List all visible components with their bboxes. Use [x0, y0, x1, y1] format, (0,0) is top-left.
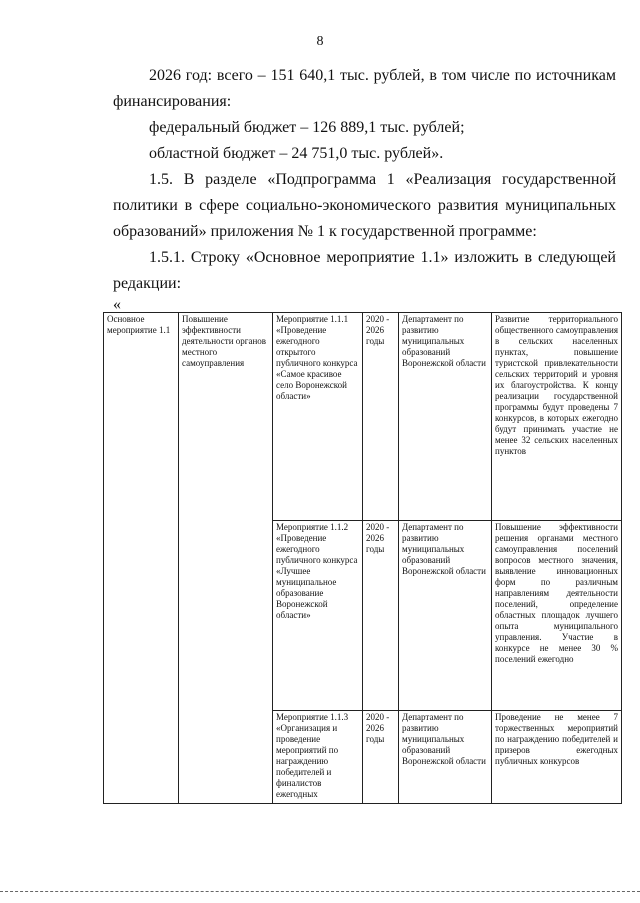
result-cell	[492, 520, 622, 711]
period-cell: 2020 - 2026 годы	[363, 313, 399, 521]
main-event-cell: Основное мероприятие 1.1	[104, 313, 179, 804]
executor-cell: Департамент по развитию муниципальных образований Воронежской области	[399, 313, 492, 521]
paragraph-regional-budget: областной бюджет – 24 751,0 тыс. рублей».	[149, 145, 444, 162]
program-table	[103, 312, 622, 804]
goal-cell: Повышение эффективности деятельности органов местного самоуправления	[179, 313, 273, 804]
result-cell	[492, 313, 622, 521]
paragraph-section-1-5-1: 1.5.1. Строку «Основное мероприятие 1.1» изложить в следующей редакции:	[113, 249, 616, 292]
page-bottom-divider	[0, 891, 640, 892]
period-cell: 2020 - 2026 годы	[363, 520, 399, 711]
executor-cell: Департамент по развитию муниципальных образований Воронежской области	[399, 711, 492, 804]
event-cell: Мероприятие 1.1.2 «Проведение ежегодного публичного конкурса «Лучшее муниципальное образование Воронежской области»	[273, 520, 363, 711]
period-cell: 2020 - 2026 годы	[363, 711, 399, 804]
table-row	[104, 313, 622, 521]
event-cell: Мероприятие 1.1.1 «Проведение ежегодного открытого публичного конкурса «Самое красивое село Воронежской области»	[273, 313, 363, 521]
page-number: 8	[316, 34, 324, 49]
paragraph-section-1-5: 1.5. В разделе «Подпрограмма 1 «Реализация государственной политики в сфере социально-экономического развития муниципальных образований» приложения № 1 к государственной программе:	[113, 171, 616, 240]
result-text: Развитие территориального общественного самоуправления в сельских населенных пунктах, повышение туристской привлекательности сельских территорий и уровня их благоустройства. К концу реализации государственной программы будут проведены 7 конкурсов, в которых ежегодно будут принимать участие не менее 32 сельских населенных пунктов	[495, 314, 618, 456]
paragraph-financing-2026: 2026 год: всего – 151 640,1 тыс. рублей, в том числе по источникам финансирования:	[113, 67, 616, 110]
result-cell	[492, 711, 622, 804]
opening-quote-mark: «	[113, 296, 121, 313]
event-cell: Мероприятие 1.1.3 «Организация и проведение мероприятий по награждению победителей и финалистов ежегодных	[273, 711, 363, 804]
executor-cell: Департамент по развитию муниципальных образований Воронежской области	[399, 520, 492, 711]
paragraph-federal-budget: федеральный бюджет – 126 889,1 тыс. рублей;	[149, 119, 465, 136]
result-text: Повышение эффективности решения органами местного самоуправления поселений вопросов местного значения, выявление инновационных форм по различным направлениям деятельности поселений, определение областных площадок лучшего опыта муниципального управления. Участие в конкурсе не менее 30 % поселений ежегодно	[495, 521, 618, 664]
result-text: Проведение не менее 7 торжественных мероприятий по награждению победителей и призеров ежегодных публичных конкурсов	[495, 712, 618, 767]
